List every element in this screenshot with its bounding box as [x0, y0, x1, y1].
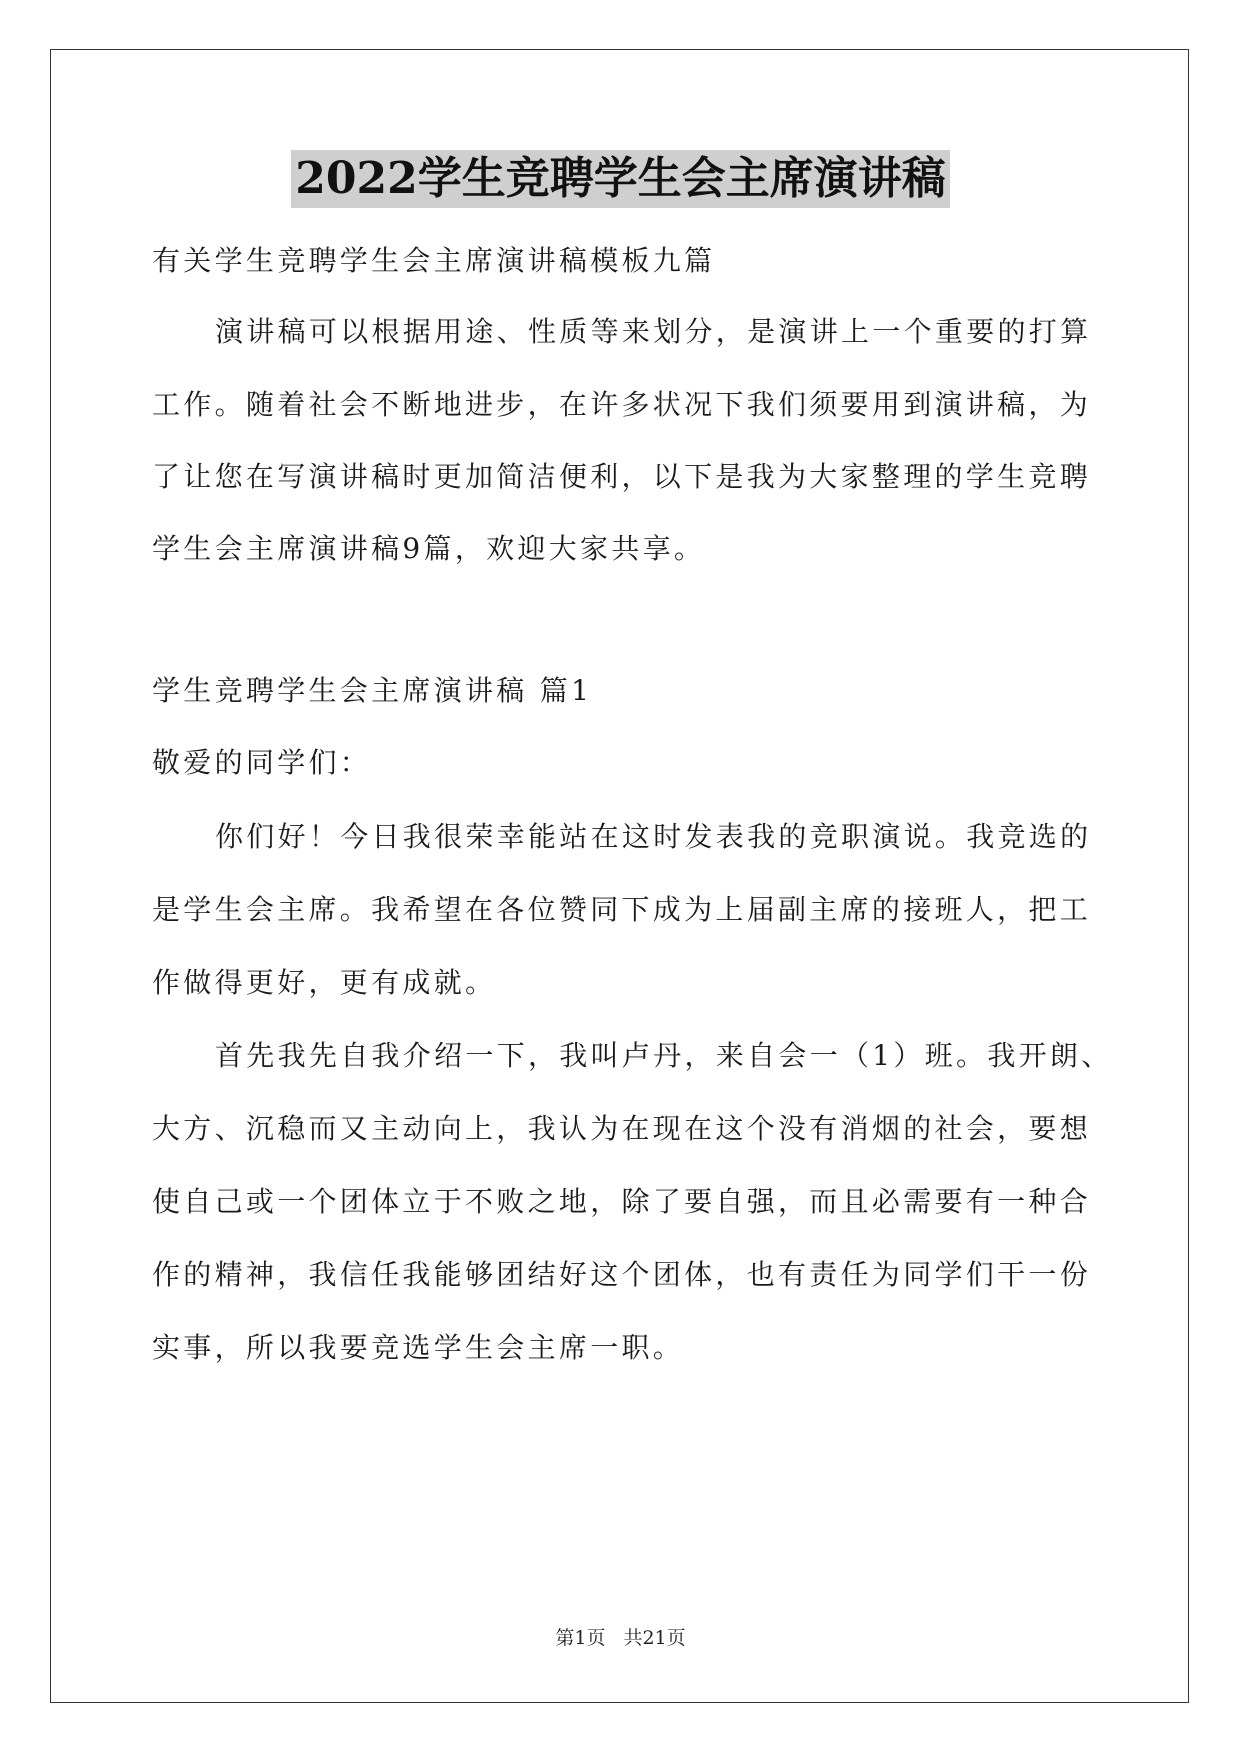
page-footer: [0, 1626, 1241, 1650]
page-border: [50, 49, 1189, 1703]
title-block: [0, 150, 1241, 208]
intro-line-3: 了让您在写演讲稿时更加简洁便利，以下是我为大家整理的学生竞聘: [152, 460, 1092, 493]
para2-line-1: 首先我先自我介绍一下，我叫卢丹，来自会一（1）班。我开朗、: [215, 1039, 1113, 1072]
para2-line-5: 实事，所以我要竞选学生会主席一职。: [152, 1331, 685, 1364]
intro-line-1: 演讲稿可以根据用途、性质等来划分，是演讲上一个重要的打算: [215, 315, 1092, 348]
document-title: 2022学生竞聘学生会主席演讲稿: [291, 150, 949, 208]
page-number: 第1页: [555, 1627, 606, 1649]
page-total: 共21页: [623, 1627, 686, 1649]
para2-line-3: 使自己或一个团体立于不败之地，除了要自强，而且必需要有一种合: [152, 1185, 1092, 1218]
para2-line-4: 作的精神，我信任我能够团结好这个团体，也有责任为同学们干一份: [152, 1258, 1092, 1291]
salutation: 敬爱的同学们：: [152, 746, 372, 779]
para1-line-1: 你们好！今日我很荣幸能站在这时发表我的竞职演说。我竞选的: [215, 820, 1092, 853]
section-heading: 学生竞聘学生会主席演讲稿 篇1: [152, 674, 593, 707]
intro-line-2: 工作。随着社会不断地进步，在许多状况下我们须要用到演讲稿，为: [152, 388, 1092, 421]
intro-line-4: 学生会主席演讲稿9篇，欢迎大家共享。: [152, 532, 706, 565]
para1-line-3: 作做得更好，更有成就。: [152, 966, 497, 999]
para1-line-2: 是学生会主席。我希望在各位赞同下成为上届副主席的接班人，把工: [152, 893, 1092, 926]
document-subtitle: 有关学生竞聘学生会主席演讲稿模板九篇: [152, 244, 716, 277]
para2-line-2: 大方、沉稳而又主动向上，我认为在现在这个没有消烟的社会，要想: [152, 1112, 1092, 1145]
